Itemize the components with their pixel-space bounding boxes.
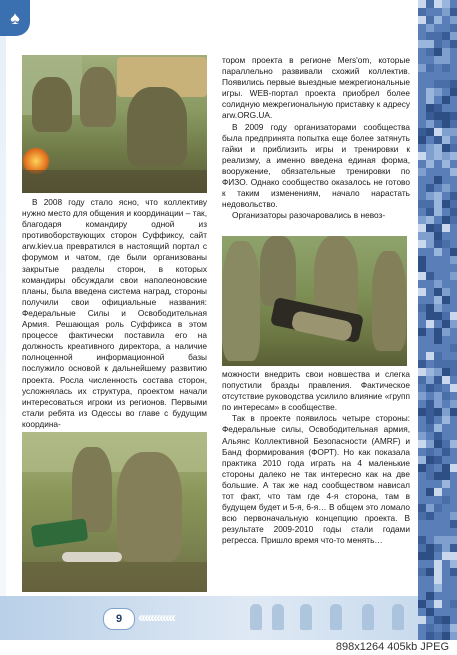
camo-pixel bbox=[418, 440, 426, 448]
left-margin-stripe bbox=[0, 36, 6, 596]
camo-pixel bbox=[450, 344, 457, 352]
camo-pixel bbox=[426, 96, 434, 104]
camo-pixel bbox=[450, 208, 457, 216]
camo-pixel bbox=[450, 216, 457, 224]
camo-pixel bbox=[442, 240, 450, 248]
camo-pixel bbox=[450, 320, 457, 328]
corner-tab bbox=[0, 0, 30, 36]
camo-pixel bbox=[426, 152, 434, 160]
paragraph: Организаторы разочаровались в невоз- bbox=[232, 210, 386, 221]
camo-pixel bbox=[426, 88, 434, 96]
camo-pixel bbox=[418, 536, 426, 544]
camo-pixel bbox=[426, 544, 434, 552]
camo-pixel bbox=[418, 0, 426, 8]
camo-pixel bbox=[418, 328, 426, 336]
camo-pixel bbox=[426, 472, 434, 480]
camo-pixel bbox=[418, 512, 426, 520]
camo-pixel bbox=[434, 88, 442, 96]
camo-pixel bbox=[442, 120, 450, 128]
camo-pixel bbox=[418, 288, 426, 296]
camo-pixel bbox=[418, 8, 426, 16]
camo-pixel bbox=[426, 504, 434, 512]
camo-pixel bbox=[434, 584, 442, 592]
camo-pixel bbox=[442, 288, 450, 296]
camo-pixel bbox=[434, 144, 442, 152]
soldier-figure bbox=[32, 77, 72, 132]
camo-pixel bbox=[442, 616, 450, 624]
camo-pixel bbox=[434, 80, 442, 88]
camo-pixel bbox=[442, 472, 450, 480]
camo-pixel bbox=[434, 48, 442, 56]
camo-pixel bbox=[450, 256, 457, 264]
camo-pixel bbox=[434, 248, 442, 256]
camo-pixel bbox=[450, 400, 457, 408]
camo-pixel bbox=[426, 32, 434, 40]
camo-pixel bbox=[426, 456, 434, 464]
camo-pixel bbox=[418, 264, 426, 272]
soldier-silhouette bbox=[300, 604, 312, 630]
article-left-column bbox=[22, 197, 207, 430]
camo-pixel bbox=[434, 192, 442, 200]
camo-pixel bbox=[434, 376, 442, 384]
camo-pixel bbox=[442, 440, 450, 448]
camo-pixel bbox=[434, 328, 442, 336]
camo-pixel bbox=[418, 360, 426, 368]
camo-pixel bbox=[442, 224, 450, 232]
camo-pixel bbox=[434, 360, 442, 368]
photo-stretcher-drill bbox=[222, 236, 407, 366]
camo-pixel bbox=[426, 304, 434, 312]
camo-pixel bbox=[418, 240, 426, 248]
photo-campsite bbox=[22, 55, 207, 193]
camo-pixel bbox=[426, 232, 434, 240]
camo-pixel bbox=[434, 488, 442, 496]
soldier-silhouette bbox=[392, 604, 404, 630]
article-right-column-top bbox=[222, 55, 410, 221]
camo-pixel bbox=[426, 408, 434, 416]
camo-pixel bbox=[434, 352, 442, 360]
soldier-figure bbox=[80, 67, 116, 127]
camo-pixel bbox=[426, 464, 434, 472]
camo-pixel bbox=[434, 440, 442, 448]
camo-pixel bbox=[418, 136, 426, 144]
camo-pixel bbox=[442, 376, 450, 384]
soldier-figure bbox=[222, 241, 260, 361]
camo-pixel bbox=[434, 288, 442, 296]
camo-pixel bbox=[434, 208, 442, 216]
camo-pixel bbox=[434, 224, 442, 232]
chevron-decoration: ‹‹‹‹‹‹‹‹‹‹‹‹ bbox=[138, 609, 174, 626]
camo-pixel bbox=[418, 168, 426, 176]
paragraph: тором проекта в регионе Mers'om, которые параллельно развивали схожий коллектив. Появились первые выездные межрегиональные игры. WEB-портал проекта приобрел более солидную межрегиональную приставку к адресу arw.ORG.UA. bbox=[222, 55, 410, 121]
camo-pixel bbox=[434, 296, 442, 304]
camo-pixel bbox=[426, 440, 434, 448]
camo-pixel bbox=[418, 368, 426, 376]
paragraph: В 2009 году организаторами сообщества была предпринята попытка еще более затянуть гайки и приблизить игры и тренировки к реализму, а именно введена единая форма, вооружение, обязательные тренировки по ФИЗО. Однако сообщество оказалось не готово к таким изменениям, начало нарастать недовольство. bbox=[222, 121, 410, 210]
camo-pixel bbox=[426, 488, 434, 496]
soldier-figure bbox=[127, 87, 187, 167]
camo-pixel bbox=[434, 432, 442, 440]
footer-band bbox=[0, 596, 418, 640]
camo-pixel bbox=[442, 328, 450, 336]
soldier-figure bbox=[260, 236, 296, 306]
page-number: 9 bbox=[103, 608, 135, 630]
camo-pixel bbox=[442, 536, 450, 544]
camo-pixel bbox=[426, 352, 434, 360]
camo-pixel bbox=[434, 136, 442, 144]
camo-pixel bbox=[418, 456, 426, 464]
camo-pixel bbox=[426, 384, 434, 392]
camo-pixel bbox=[418, 256, 426, 264]
camo-pixel bbox=[426, 48, 434, 56]
camo-pixel bbox=[442, 360, 450, 368]
camo-pixel bbox=[450, 560, 457, 568]
camo-pixel bbox=[450, 248, 457, 256]
camo-pixel bbox=[434, 400, 442, 408]
foliage bbox=[22, 432, 207, 472]
camo-pixel bbox=[442, 448, 450, 456]
camo-pixel bbox=[434, 424, 442, 432]
camo-pixel bbox=[450, 272, 457, 280]
camo-pixel bbox=[450, 544, 457, 552]
ground bbox=[22, 562, 207, 592]
camo-pixel bbox=[442, 392, 450, 400]
camo-pixel bbox=[450, 408, 457, 416]
camo-pixel bbox=[442, 496, 450, 504]
camo-pixel bbox=[442, 144, 450, 152]
camo-pixel bbox=[418, 408, 426, 416]
camo-pixel bbox=[426, 592, 434, 600]
camo-pixel bbox=[442, 48, 450, 56]
camo-pixel bbox=[434, 16, 442, 24]
camo-pixel bbox=[442, 56, 450, 64]
camo-pixel bbox=[426, 192, 434, 200]
photo-firing-position bbox=[22, 432, 207, 592]
camo-pixel bbox=[418, 272, 426, 280]
camo-pixel bbox=[442, 464, 450, 472]
camo-pixel bbox=[434, 120, 442, 128]
camo-pixel bbox=[450, 536, 457, 544]
camo-pixel bbox=[442, 160, 450, 168]
camo-pixel bbox=[434, 56, 442, 64]
camo-pixel bbox=[426, 128, 434, 136]
camo-pixel bbox=[450, 520, 457, 528]
camo-pixel bbox=[434, 536, 442, 544]
soldier-silhouette bbox=[250, 604, 262, 630]
camo-pixel bbox=[434, 616, 442, 624]
paragraph: В 2008 году стало ясно, что коллективу нужно место для общения и координации – так, благодаря командиру одной из противоборствующих сторон Суффиксу, сайт arw.kiev.ua превратился в настоящий портал с форумом и чатом, где были организованы закрытые разделы сторон, в которых командиры обсуждали свои наполеоновские планы, была введена система наград, стороны получили свои официальные названия: Федеральные Силы и Освободительная Армия. Решающая роль Суффикса в этом процессе фактически поставила его на должность креативного директора, а наличие полноценной информационной базы послужило основой к дальнейшему развитию проекта. Росла численность состава сторон, усложнялась их структура, проектом начали интересоваться игроки из регионов. Первыми стали ребята из Одессы во главе с будущим координа- bbox=[22, 197, 207, 429]
camo-pixel bbox=[450, 152, 457, 160]
camo-pixel bbox=[434, 632, 442, 640]
camo-pixel bbox=[450, 168, 457, 176]
camo-pixel bbox=[450, 200, 457, 208]
camo-pixel bbox=[442, 152, 450, 160]
camo-pixel bbox=[426, 368, 434, 376]
paragraph: Так в проекте появилось четыре стороны: Федеральные силы, Освободительная армия, Альянс Коллективной Безопасности (AMRF) и Банд формирования (ФОРТ). Но как показала практика 2010 года играть на 4 маленькие стороны далеко не так интересно как на две большие. А так же над сообществом нависал тот факт, что там где 4-я сторона, там в будущем будет и 5-я, 6-я… В общем это ломало всю первоначальную концепцию проекта. В результате 2009-2010 годы стали годами регресса. Пришло время что-то менять… bbox=[222, 413, 410, 546]
camo-pixel bbox=[418, 504, 426, 512]
camo-pixel bbox=[434, 544, 442, 552]
camo-pixel bbox=[442, 480, 450, 488]
camo-pixel bbox=[434, 200, 442, 208]
camo-pixel bbox=[442, 96, 450, 104]
camo-pixel bbox=[450, 552, 457, 560]
camo-pixel bbox=[442, 184, 450, 192]
camo-pixel bbox=[418, 376, 426, 384]
camo-pixel bbox=[426, 104, 434, 112]
camo-pixel bbox=[418, 568, 426, 576]
camo-pixel bbox=[450, 440, 457, 448]
camo-pixel bbox=[418, 544, 426, 552]
camo-pixel bbox=[426, 632, 434, 640]
camo-pixel bbox=[442, 80, 450, 88]
camo-pixel bbox=[442, 408, 450, 416]
camo-pixel bbox=[426, 120, 434, 128]
camo-pixel bbox=[450, 312, 457, 320]
camo-pixel bbox=[450, 624, 457, 632]
camo-pixel bbox=[442, 296, 450, 304]
camo-pixel bbox=[442, 0, 450, 8]
paragraph: можности внедрить свои новшества и слегка попустили бразды правления. Фактическое отсутствие руководства усилило влияние «групп по интересам» в сообществе. bbox=[222, 369, 410, 413]
camo-pixel bbox=[434, 312, 442, 320]
camo-pixel bbox=[442, 128, 450, 136]
ground bbox=[22, 170, 207, 193]
camo-pixel bbox=[434, 112, 442, 120]
camo-pixel bbox=[434, 32, 442, 40]
camo-pixel bbox=[450, 8, 457, 16]
camo-pixel bbox=[418, 216, 426, 224]
camo-pixel bbox=[434, 152, 442, 160]
camo-pixel bbox=[434, 232, 442, 240]
camo-pixel bbox=[442, 112, 450, 120]
camo-pixel bbox=[418, 552, 426, 560]
camo-pixel bbox=[442, 552, 450, 560]
camo-pixel bbox=[442, 32, 450, 40]
launcher-tube bbox=[31, 518, 89, 547]
camo-pixel bbox=[434, 576, 442, 584]
camo-pixel bbox=[418, 40, 426, 48]
camo-pixel bbox=[442, 64, 450, 72]
camo-pixel bbox=[426, 216, 434, 224]
soldier-silhouette bbox=[362, 604, 374, 630]
camo-pixel bbox=[450, 568, 457, 576]
camo-pixel bbox=[450, 192, 457, 200]
camo-pixel bbox=[426, 184, 434, 192]
camo-pixel bbox=[442, 624, 450, 632]
camo-pixel bbox=[450, 384, 457, 392]
camo-pixel bbox=[418, 232, 426, 240]
camo-pixel bbox=[426, 448, 434, 456]
camo-pixel bbox=[426, 24, 434, 32]
image-info: 898x1264 405kb JPEG bbox=[335, 641, 449, 653]
camo-pixel bbox=[426, 0, 434, 8]
camo-pixel bbox=[434, 456, 442, 464]
camo-pixel bbox=[434, 176, 442, 184]
soldier-silhouette bbox=[272, 604, 284, 630]
camo-pixel bbox=[426, 320, 434, 328]
camo-pixel bbox=[426, 144, 434, 152]
camo-pixel bbox=[418, 200, 426, 208]
camo-pixel bbox=[426, 512, 434, 520]
camo-pixel bbox=[442, 544, 450, 552]
article-right-column-bottom bbox=[222, 369, 410, 547]
camo-pixel bbox=[426, 64, 434, 72]
camo-pixel bbox=[426, 312, 434, 320]
camo-pixel bbox=[434, 384, 442, 392]
camo-pixel bbox=[418, 16, 426, 24]
camo-pixel bbox=[418, 600, 426, 608]
camo-pixel bbox=[450, 16, 457, 24]
equipment-row bbox=[62, 552, 122, 562]
camo-pixel bbox=[442, 368, 450, 376]
camo-pixel bbox=[426, 552, 434, 560]
camo-pixel bbox=[434, 504, 442, 512]
camo-pixel bbox=[450, 88, 457, 96]
camo-pixel bbox=[426, 112, 434, 120]
soldier-figure bbox=[372, 251, 406, 351]
camo-pixel bbox=[434, 600, 442, 608]
camo-pixel bbox=[442, 200, 450, 208]
camo-pixel bbox=[442, 416, 450, 424]
image-viewer-status-bar bbox=[0, 640, 457, 655]
camo-pixel bbox=[450, 112, 457, 120]
camo-pixel bbox=[426, 240, 434, 248]
camo-pixel bbox=[434, 336, 442, 344]
camo-pixel bbox=[418, 304, 426, 312]
camo-pixel bbox=[442, 8, 450, 16]
camo-pixel bbox=[434, 240, 442, 248]
camo-pixel bbox=[426, 608, 434, 616]
camo-pixel bbox=[426, 400, 434, 408]
camo-pixel bbox=[450, 368, 457, 376]
camo-pixel bbox=[442, 312, 450, 320]
camo-pixel bbox=[434, 472, 442, 480]
camo-pixel bbox=[450, 464, 457, 472]
camo-pixel bbox=[426, 160, 434, 168]
soldier-silhouette bbox=[330, 604, 342, 630]
camo-pixel bbox=[434, 304, 442, 312]
camo-pixel bbox=[450, 40, 457, 48]
camo-pixel bbox=[426, 568, 434, 576]
camo-pixel bbox=[426, 200, 434, 208]
camo-pixel bbox=[434, 408, 442, 416]
camo-pixel bbox=[450, 600, 457, 608]
running-soldier-icon: ♠ bbox=[10, 8, 20, 28]
soldier-figure bbox=[117, 452, 182, 562]
camo-pixel bbox=[418, 392, 426, 400]
camo-pixel bbox=[426, 376, 434, 384]
camo-pixel bbox=[442, 216, 450, 224]
camo-pixel bbox=[434, 392, 442, 400]
camo-pixel bbox=[426, 16, 434, 24]
camo-pixel bbox=[418, 64, 426, 72]
camo-pixel bbox=[418, 616, 426, 624]
camo-pixel bbox=[442, 632, 450, 640]
camo-pixel bbox=[450, 632, 457, 640]
camo-pixel bbox=[434, 40, 442, 48]
camo-pixel bbox=[450, 32, 457, 40]
camo-pixel bbox=[442, 136, 450, 144]
camo-pixel bbox=[418, 432, 426, 440]
camo-pixel bbox=[434, 368, 442, 376]
camo-pixel bbox=[450, 80, 457, 88]
camo-pixel bbox=[426, 424, 434, 432]
camo-pixel bbox=[434, 128, 442, 136]
camo-pixel bbox=[426, 224, 434, 232]
camo-pixel bbox=[434, 560, 442, 568]
camo-pixel bbox=[418, 224, 426, 232]
camo-pixel bbox=[418, 464, 426, 472]
camouflage-strip bbox=[418, 0, 457, 640]
camo-pixel bbox=[450, 512, 457, 520]
camo-pixel bbox=[434, 0, 442, 8]
camo-pixel bbox=[450, 128, 457, 136]
camo-pixel bbox=[426, 272, 434, 280]
camo-pixel bbox=[450, 24, 457, 32]
camo-pixel bbox=[426, 624, 434, 632]
camo-pixel bbox=[418, 152, 426, 160]
camo-pixel bbox=[434, 280, 442, 288]
camo-pixel bbox=[450, 360, 457, 368]
camo-pixel bbox=[434, 104, 442, 112]
camo-pixel bbox=[450, 144, 457, 152]
camo-pixel bbox=[426, 40, 434, 48]
camo-pixel bbox=[450, 120, 457, 128]
camo-pixel bbox=[418, 128, 426, 136]
camo-pixel bbox=[434, 568, 442, 576]
camo-pixel bbox=[426, 416, 434, 424]
camo-pixel bbox=[442, 320, 450, 328]
camo-pixel bbox=[426, 208, 434, 216]
